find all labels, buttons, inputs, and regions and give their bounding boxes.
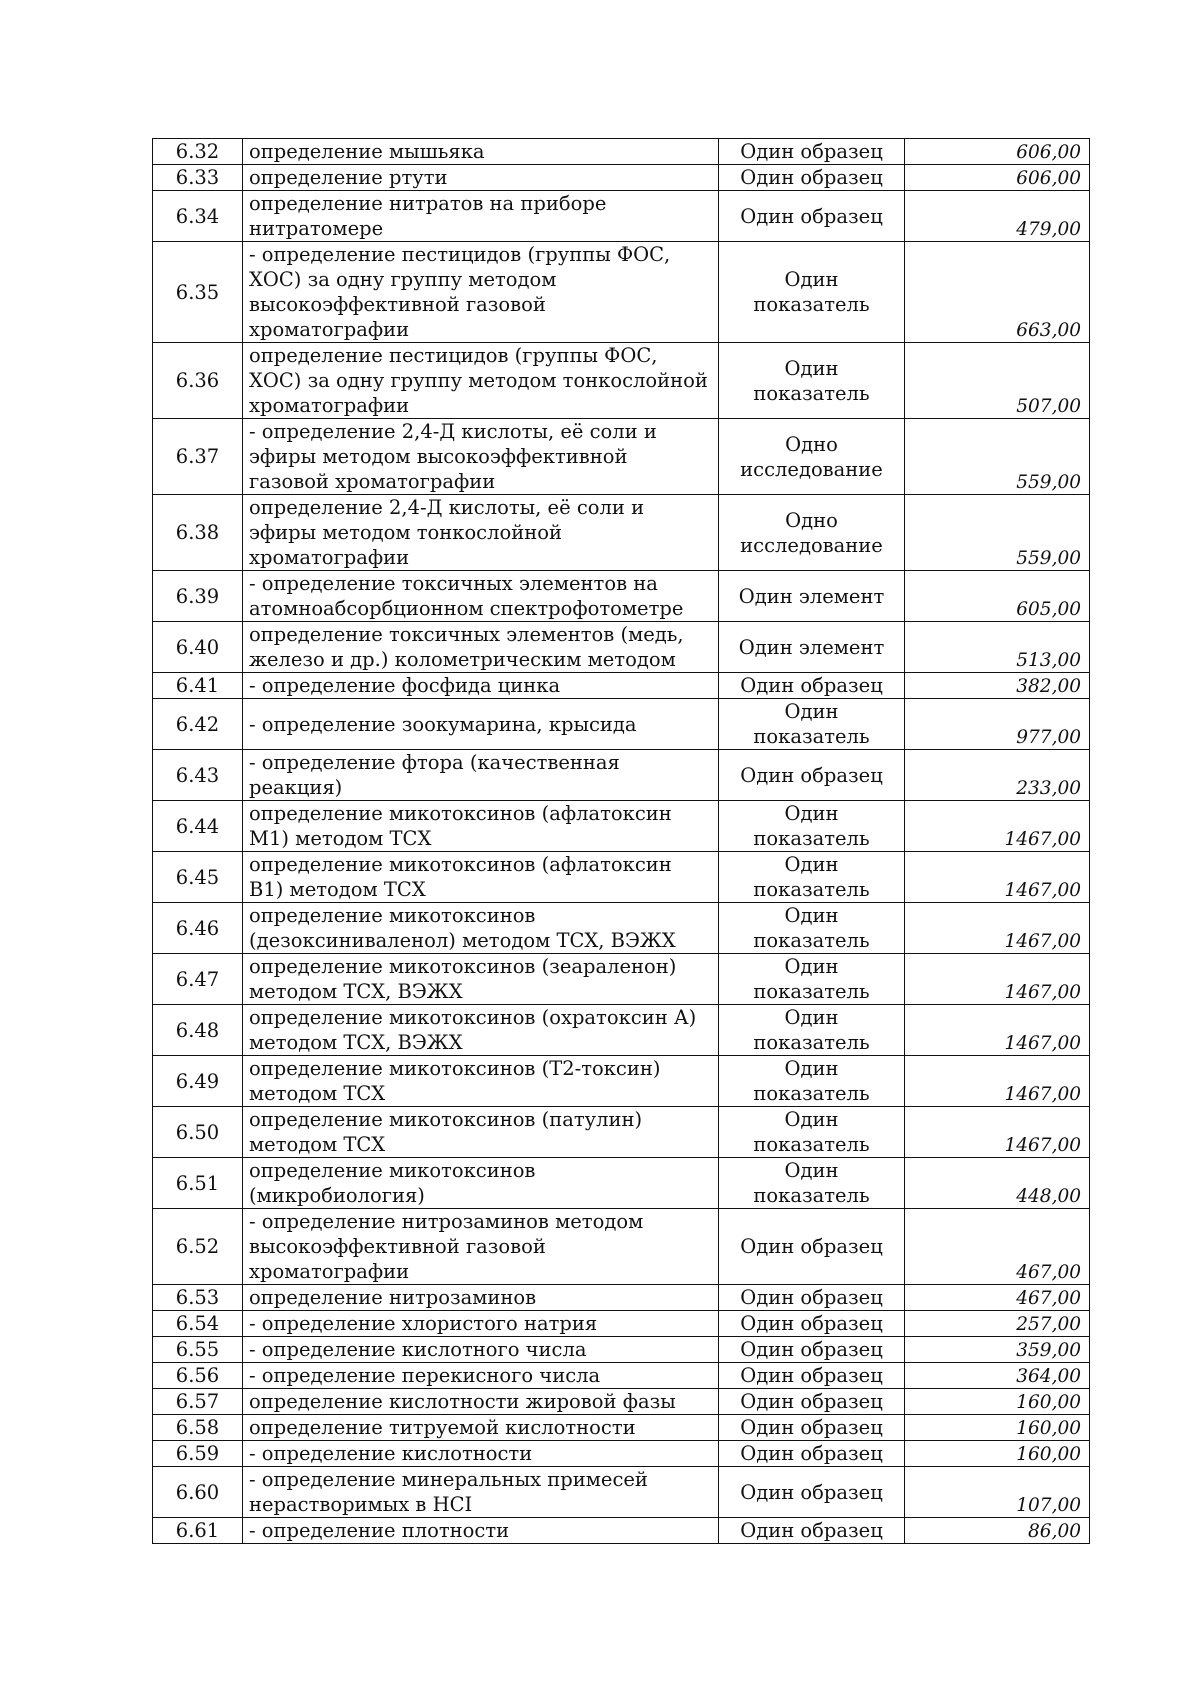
row-number: 6.46 xyxy=(153,903,243,954)
row-number: 6.49 xyxy=(153,1056,243,1107)
price-value: 663,00 xyxy=(905,242,1090,343)
service-name: определение микотоксинов (Т2-токсин) методом ТСХ xyxy=(243,1056,719,1107)
price-value: 606,00 xyxy=(905,165,1090,191)
table-row xyxy=(153,1467,1090,1518)
service-name: определение кислотности жировой фазы xyxy=(243,1389,719,1415)
table-row xyxy=(153,699,1090,750)
service-name: - определение нитрозаминов методом высокоэффективной газовой хроматографии xyxy=(243,1209,719,1285)
price-value: 559,00 xyxy=(905,495,1090,571)
price-value: 977,00 xyxy=(905,699,1090,750)
table-row xyxy=(153,1311,1090,1337)
unit-of-measure: Одно исследование xyxy=(719,419,905,495)
row-number: 6.43 xyxy=(153,750,243,801)
unit-of-measure: Один показатель xyxy=(719,903,905,954)
price-value: 364,00 xyxy=(905,1363,1090,1389)
row-number: 6.60 xyxy=(153,1467,243,1518)
table-row xyxy=(153,1441,1090,1467)
row-number: 6.34 xyxy=(153,191,243,242)
table-row xyxy=(153,1056,1090,1107)
unit-of-measure: Один показатель xyxy=(719,242,905,343)
unit-of-measure: Один показатель xyxy=(719,1107,905,1158)
price-value: 1467,00 xyxy=(905,1056,1090,1107)
table-row xyxy=(153,1005,1090,1056)
row-number: 6.51 xyxy=(153,1158,243,1209)
row-number: 6.44 xyxy=(153,801,243,852)
unit-of-measure: Один образец xyxy=(719,1311,905,1337)
price-table xyxy=(152,138,1090,1544)
unit-of-measure: Один образец xyxy=(719,1209,905,1285)
service-name: определение микотоксинов (дезоксиниваленол) методом ТСХ, ВЭЖХ xyxy=(243,903,719,954)
service-name: - определение плотности xyxy=(243,1518,719,1544)
unit-of-measure: Один образец xyxy=(719,191,905,242)
table-row xyxy=(153,954,1090,1005)
row-number: 6.38 xyxy=(153,495,243,571)
row-number: 6.47 xyxy=(153,954,243,1005)
price-value: 233,00 xyxy=(905,750,1090,801)
table-row xyxy=(153,852,1090,903)
row-number: 6.37 xyxy=(153,419,243,495)
unit-of-measure: Один образец xyxy=(719,1363,905,1389)
price-value: 359,00 xyxy=(905,1337,1090,1363)
table-row xyxy=(153,1285,1090,1311)
service-name: - определение минеральных примесей нерастворимых в HCI xyxy=(243,1467,719,1518)
row-number: 6.39 xyxy=(153,571,243,622)
row-number: 6.52 xyxy=(153,1209,243,1285)
service-name: определение микотоксинов (микробиология) xyxy=(243,1158,719,1209)
service-name: определение микотоксинов (афлатоксин М1) методом ТСХ xyxy=(243,801,719,852)
table-row xyxy=(153,673,1090,699)
service-name: - определение пестицидов (группы ФОС, ХОС) за одну группу методом высокоэффективной газовой хроматографии xyxy=(243,242,719,343)
unit-of-measure: Один образец xyxy=(719,1389,905,1415)
price-value: 257,00 xyxy=(905,1311,1090,1337)
price-value: 605,00 xyxy=(905,571,1090,622)
row-number: 6.42 xyxy=(153,699,243,750)
price-value: 448,00 xyxy=(905,1158,1090,1209)
unit-of-measure: Один образец xyxy=(719,1467,905,1518)
table-row xyxy=(153,1107,1090,1158)
price-value: 507,00 xyxy=(905,343,1090,419)
service-name: определение пестицидов (группы ФОС, ХОС) за одну группу методом тонкослойной хроматографии xyxy=(243,343,719,419)
service-name: определение 2,4-Д кислоты, её соли и эфиры методом тонкослойной хроматографии xyxy=(243,495,719,571)
price-value: 1467,00 xyxy=(905,1005,1090,1056)
table-row xyxy=(153,191,1090,242)
service-name: определение нитрозаминов xyxy=(243,1285,719,1311)
row-number: 6.40 xyxy=(153,622,243,673)
row-number: 6.41 xyxy=(153,673,243,699)
price-value: 1467,00 xyxy=(905,954,1090,1005)
unit-of-measure: Одно исследование xyxy=(719,495,905,571)
table-row xyxy=(153,1337,1090,1363)
service-name: определение микотоксинов (охратоксин А) методом ТСХ, ВЭЖХ xyxy=(243,1005,719,1056)
service-name: определение титруемой кислотности xyxy=(243,1415,719,1441)
price-value: 382,00 xyxy=(905,673,1090,699)
row-number: 6.61 xyxy=(153,1518,243,1544)
price-value: 1467,00 xyxy=(905,903,1090,954)
table-row xyxy=(153,622,1090,673)
price-value: 467,00 xyxy=(905,1209,1090,1285)
service-name: определение токсичных элементов (медь, железо и др.) колометрическим методом xyxy=(243,622,719,673)
price-value: 107,00 xyxy=(905,1467,1090,1518)
row-number: 6.33 xyxy=(153,165,243,191)
unit-of-measure: Один образец xyxy=(719,1285,905,1311)
row-number: 6.35 xyxy=(153,242,243,343)
table-row xyxy=(153,571,1090,622)
row-number: 6.58 xyxy=(153,1415,243,1441)
unit-of-measure: Один образец xyxy=(719,1337,905,1363)
price-value: 479,00 xyxy=(905,191,1090,242)
unit-of-measure: Один образец xyxy=(719,1441,905,1467)
unit-of-measure: Один показатель xyxy=(719,1158,905,1209)
row-number: 6.57 xyxy=(153,1389,243,1415)
price-value: 1467,00 xyxy=(905,1107,1090,1158)
table-row xyxy=(153,1158,1090,1209)
table-row xyxy=(153,242,1090,343)
table-row xyxy=(153,1209,1090,1285)
unit-of-measure: Один показатель xyxy=(719,343,905,419)
service-name: - определение фтора (качественная реакция) xyxy=(243,750,719,801)
price-value: 160,00 xyxy=(905,1441,1090,1467)
service-name: - определение хлористого натрия xyxy=(243,1311,719,1337)
row-number: 6.50 xyxy=(153,1107,243,1158)
unit-of-measure: Один образец xyxy=(719,673,905,699)
service-name: определение микотоксинов (зеараленон) методом ТСХ, ВЭЖХ xyxy=(243,954,719,1005)
table-row xyxy=(153,495,1090,571)
price-value: 86,00 xyxy=(905,1518,1090,1544)
row-number: 6.32 xyxy=(153,139,243,165)
unit-of-measure: Один образец xyxy=(719,165,905,191)
unit-of-measure: Один показатель xyxy=(719,801,905,852)
unit-of-measure: Один образец xyxy=(719,139,905,165)
row-number: 6.48 xyxy=(153,1005,243,1056)
price-value: 467,00 xyxy=(905,1285,1090,1311)
unit-of-measure: Один показатель xyxy=(719,1005,905,1056)
service-name: - определение зоокумарина, крысида xyxy=(243,699,719,750)
service-name: - определение 2,4-Д кислоты, её соли и эфиры методом высокоэффективной газовой хроматографии xyxy=(243,419,719,495)
price-value: 1467,00 xyxy=(905,801,1090,852)
table-row xyxy=(153,1363,1090,1389)
row-number: 6.36 xyxy=(153,343,243,419)
price-value: 513,00 xyxy=(905,622,1090,673)
service-name: определение микотоксинов (патулин) методом ТСХ xyxy=(243,1107,719,1158)
service-name: - определение кислотности xyxy=(243,1441,719,1467)
service-name: - определение фосфида цинка xyxy=(243,673,719,699)
row-number: 6.56 xyxy=(153,1363,243,1389)
table-row xyxy=(153,903,1090,954)
row-number: 6.55 xyxy=(153,1337,243,1363)
price-value: 559,00 xyxy=(905,419,1090,495)
price-value: 160,00 xyxy=(905,1389,1090,1415)
table-row xyxy=(153,1389,1090,1415)
table-row xyxy=(153,139,1090,165)
unit-of-measure: Один показатель xyxy=(719,1056,905,1107)
service-name: - определение перекисного числа xyxy=(243,1363,719,1389)
service-name: определение микотоксинов (афлатоксин В1) методом ТСХ xyxy=(243,852,719,903)
table-row xyxy=(153,343,1090,419)
unit-of-measure: Один образец xyxy=(719,1415,905,1441)
price-value: 1467,00 xyxy=(905,852,1090,903)
table-row xyxy=(153,801,1090,852)
unit-of-measure: Один элемент xyxy=(719,622,905,673)
table-row xyxy=(153,1518,1090,1544)
service-name: определение нитратов на приборе нитратомере xyxy=(243,191,719,242)
unit-of-measure: Один показатель xyxy=(719,852,905,903)
service-name: определение мышьяка xyxy=(243,139,719,165)
table-row xyxy=(153,165,1090,191)
unit-of-measure: Один показатель xyxy=(719,954,905,1005)
row-number: 6.59 xyxy=(153,1441,243,1467)
unit-of-measure: Один образец xyxy=(719,1518,905,1544)
table-row xyxy=(153,419,1090,495)
price-table-body xyxy=(153,139,1090,1544)
unit-of-measure: Один показатель xyxy=(719,699,905,750)
unit-of-measure: Один образец xyxy=(719,750,905,801)
table-row xyxy=(153,750,1090,801)
service-name: - определение кислотного числа xyxy=(243,1337,719,1363)
table-row xyxy=(153,1415,1090,1441)
service-name: - определение токсичных элементов на атомноабсорбционном спектрофотометре xyxy=(243,571,719,622)
row-number: 6.54 xyxy=(153,1311,243,1337)
price-value: 160,00 xyxy=(905,1415,1090,1441)
price-value: 606,00 xyxy=(905,139,1090,165)
unit-of-measure: Один элемент xyxy=(719,571,905,622)
row-number: 6.45 xyxy=(153,852,243,903)
row-number: 6.53 xyxy=(153,1285,243,1311)
service-name: определение ртути xyxy=(243,165,719,191)
